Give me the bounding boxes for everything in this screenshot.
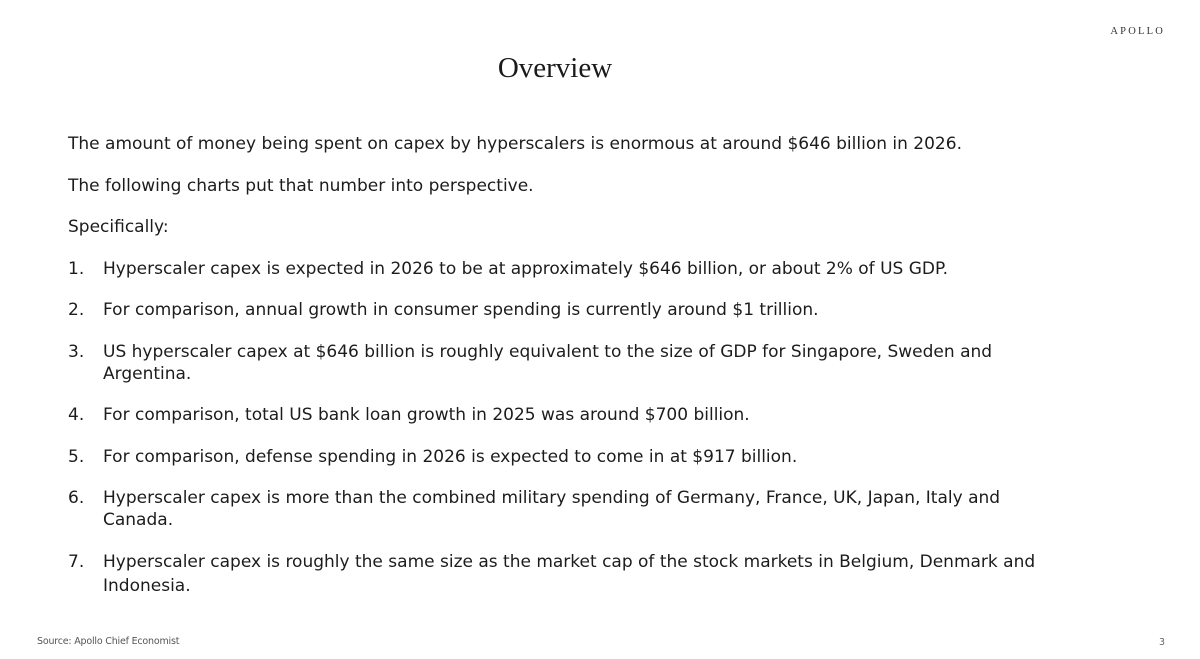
page-title: Overview xyxy=(497,52,613,84)
comparison-list xyxy=(68,258,1148,598)
brand-logo: APOLLO xyxy=(1110,26,1165,37)
list-item xyxy=(68,258,1148,280)
list-item xyxy=(68,341,1148,385)
page-number: 3 xyxy=(1158,637,1165,648)
list-text: For comparison, annual growth in consumer spending is currently around $1 trillion. xyxy=(103,300,819,320)
list-item xyxy=(68,446,1148,468)
list-item xyxy=(68,487,1148,531)
list-text: US hyperscaler capex at $646 billion is roughly equivalent to the size of GDP for Singapore, Sweden and Argentina. xyxy=(103,341,993,384)
list-number: 6. xyxy=(68,488,85,508)
list-text: Hyperscaler capex is expected in 2026 to be at approximately $646 billion, or about 2% of US GDP. xyxy=(103,258,948,279)
list-item xyxy=(68,551,1148,598)
slide-body xyxy=(68,133,1148,617)
list-number: 5. xyxy=(68,446,85,467)
list-number: 1. xyxy=(68,258,85,279)
specifically-label: Specifically: xyxy=(68,217,169,237)
list-number: 2. xyxy=(68,300,85,320)
list-text: Hyperscaler capex is roughly the same size as the market cap of the stock markets in Belgium, Denmark and Indonesia. xyxy=(103,551,1036,596)
list-number: 4. xyxy=(68,405,85,425)
list-item xyxy=(68,299,1148,321)
list-text: For comparison, defense spending in 2026 is expected to come in at $917 billion. xyxy=(103,446,798,467)
list-number: 3. xyxy=(68,341,85,362)
list-text: For comparison, total US bank loan growth in 2025 was around $700 billion. xyxy=(103,405,750,425)
intro-paragraph: The following charts put that number into perspective. xyxy=(68,175,534,196)
list-item xyxy=(68,404,1148,426)
list-text: Hyperscaler capex is more than the combined military spending of Germany, France, UK, Japan, Italy and Canada. xyxy=(103,488,1001,530)
source-note: Source: Apollo Chief Economist xyxy=(37,636,180,647)
intro-paragraph: The amount of money being spent on capex by hyperscalers is enormous at around $646 billion in 2026. xyxy=(68,134,962,154)
list-number: 7. xyxy=(68,551,85,572)
